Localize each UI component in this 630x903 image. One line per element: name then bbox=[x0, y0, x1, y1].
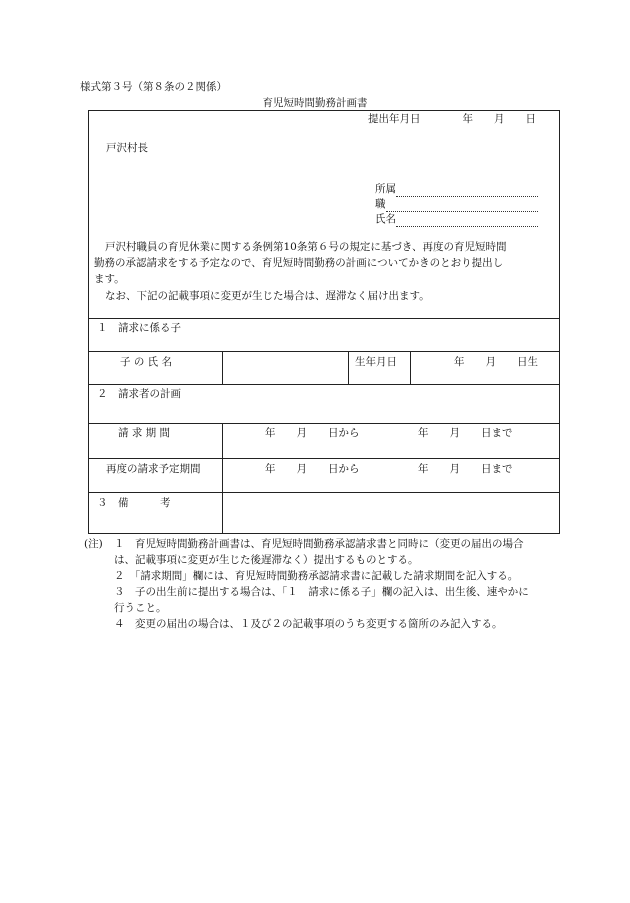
divider-section2-top bbox=[88, 384, 560, 385]
body-paragraph1-line2: 勤務の承認請求をする予定なので、育児短時間勤務の計画についてかきのとおり提出し bbox=[94, 257, 504, 269]
column-divider-plan bbox=[222, 423, 223, 534]
affiliation-line bbox=[375, 182, 538, 197]
affiliation-label: 所属 bbox=[375, 183, 396, 195]
addressee: 戸沢村長 bbox=[106, 142, 148, 154]
column-divider-birthdate-label bbox=[348, 351, 349, 384]
body-paragraph1-line1: 戸沢村職員の育児休業に関する条例第10条第６号の規定に基づき、再度の育児短時間 bbox=[105, 241, 507, 253]
note3-line2: 行うこと。 bbox=[114, 602, 167, 614]
request-period-to: 年 月 日まで bbox=[418, 427, 513, 439]
divider-period-row-top bbox=[88, 423, 560, 424]
notes-prefix: (注) bbox=[84, 538, 103, 550]
name-label: 氏名 bbox=[375, 213, 396, 225]
name-field[interactable] bbox=[396, 214, 538, 227]
birthdate-label: 生年月日 bbox=[355, 356, 397, 368]
section1-heading: １ 請求に係る子 bbox=[97, 322, 181, 334]
name-line bbox=[375, 212, 538, 227]
request-period-from: 年 月 日から bbox=[265, 427, 360, 439]
body-paragraph2: なお、下記の記載事項に変更が生じた場合は、遅滞なく届け出ます。 bbox=[105, 290, 430, 302]
document-title: 育児短時間勤務計画書 bbox=[262, 97, 368, 109]
child-name-field[interactable] bbox=[226, 353, 344, 381]
column-divider-child-name bbox=[222, 351, 223, 384]
divider-section3-top bbox=[88, 492, 560, 493]
re-request-period-from: 年 月 日から bbox=[265, 463, 360, 475]
request-period-label: 請 求 期 間 bbox=[118, 427, 171, 439]
section3-heading: ３ 備 考 bbox=[97, 497, 171, 509]
divider-child-row-top bbox=[88, 351, 560, 352]
divider-re-request-row-top bbox=[88, 458, 560, 459]
position-field[interactable] bbox=[386, 199, 538, 212]
child-name-label: 子 の 氏 名 bbox=[120, 356, 173, 368]
affiliation-field[interactable] bbox=[396, 184, 538, 197]
body-paragraph1-line3: ます。 bbox=[94, 273, 125, 285]
re-request-period-to: 年 月 日まで bbox=[418, 463, 513, 475]
birthdate-value: 年 月 日生 bbox=[454, 356, 538, 368]
position-line bbox=[375, 197, 538, 212]
note3-line1: ３ 子の出生前に提出する場合は、「１ 請求に係る子」欄の記入は、出生後、速やかに bbox=[114, 586, 529, 598]
position-label: 職 bbox=[375, 198, 386, 210]
divider-before-section1 bbox=[88, 318, 560, 319]
re-request-period-label: 再度の請求予定期間 bbox=[106, 463, 201, 475]
remarks-field[interactable] bbox=[226, 495, 556, 531]
column-divider-birthdate-value bbox=[410, 351, 411, 384]
note1-line1: １ 育児短時間勤務計画書は、育児短時間勤務承認請求書と同時に（変更の届出の場合 bbox=[114, 538, 524, 550]
note1-line2: は、記載事項に変更が生じた後遅滞なく）提出するものとする。 bbox=[114, 554, 419, 566]
section2-heading: ２ 請求者の計画 bbox=[97, 388, 181, 400]
form-number: 様式第３号（第８条の２関係） bbox=[80, 81, 227, 93]
submission-date-line: 提出年月日 年 月 日 bbox=[368, 113, 536, 125]
note4: ４ 変更の届出の場合は、１及び２の記載事項のうち変更する箇所のみ記入する。 bbox=[114, 618, 503, 630]
note2: ２ 「請求期間」欄には、育児短時間勤務承認請求書に記載した請求期間を記入する。 bbox=[114, 570, 519, 582]
